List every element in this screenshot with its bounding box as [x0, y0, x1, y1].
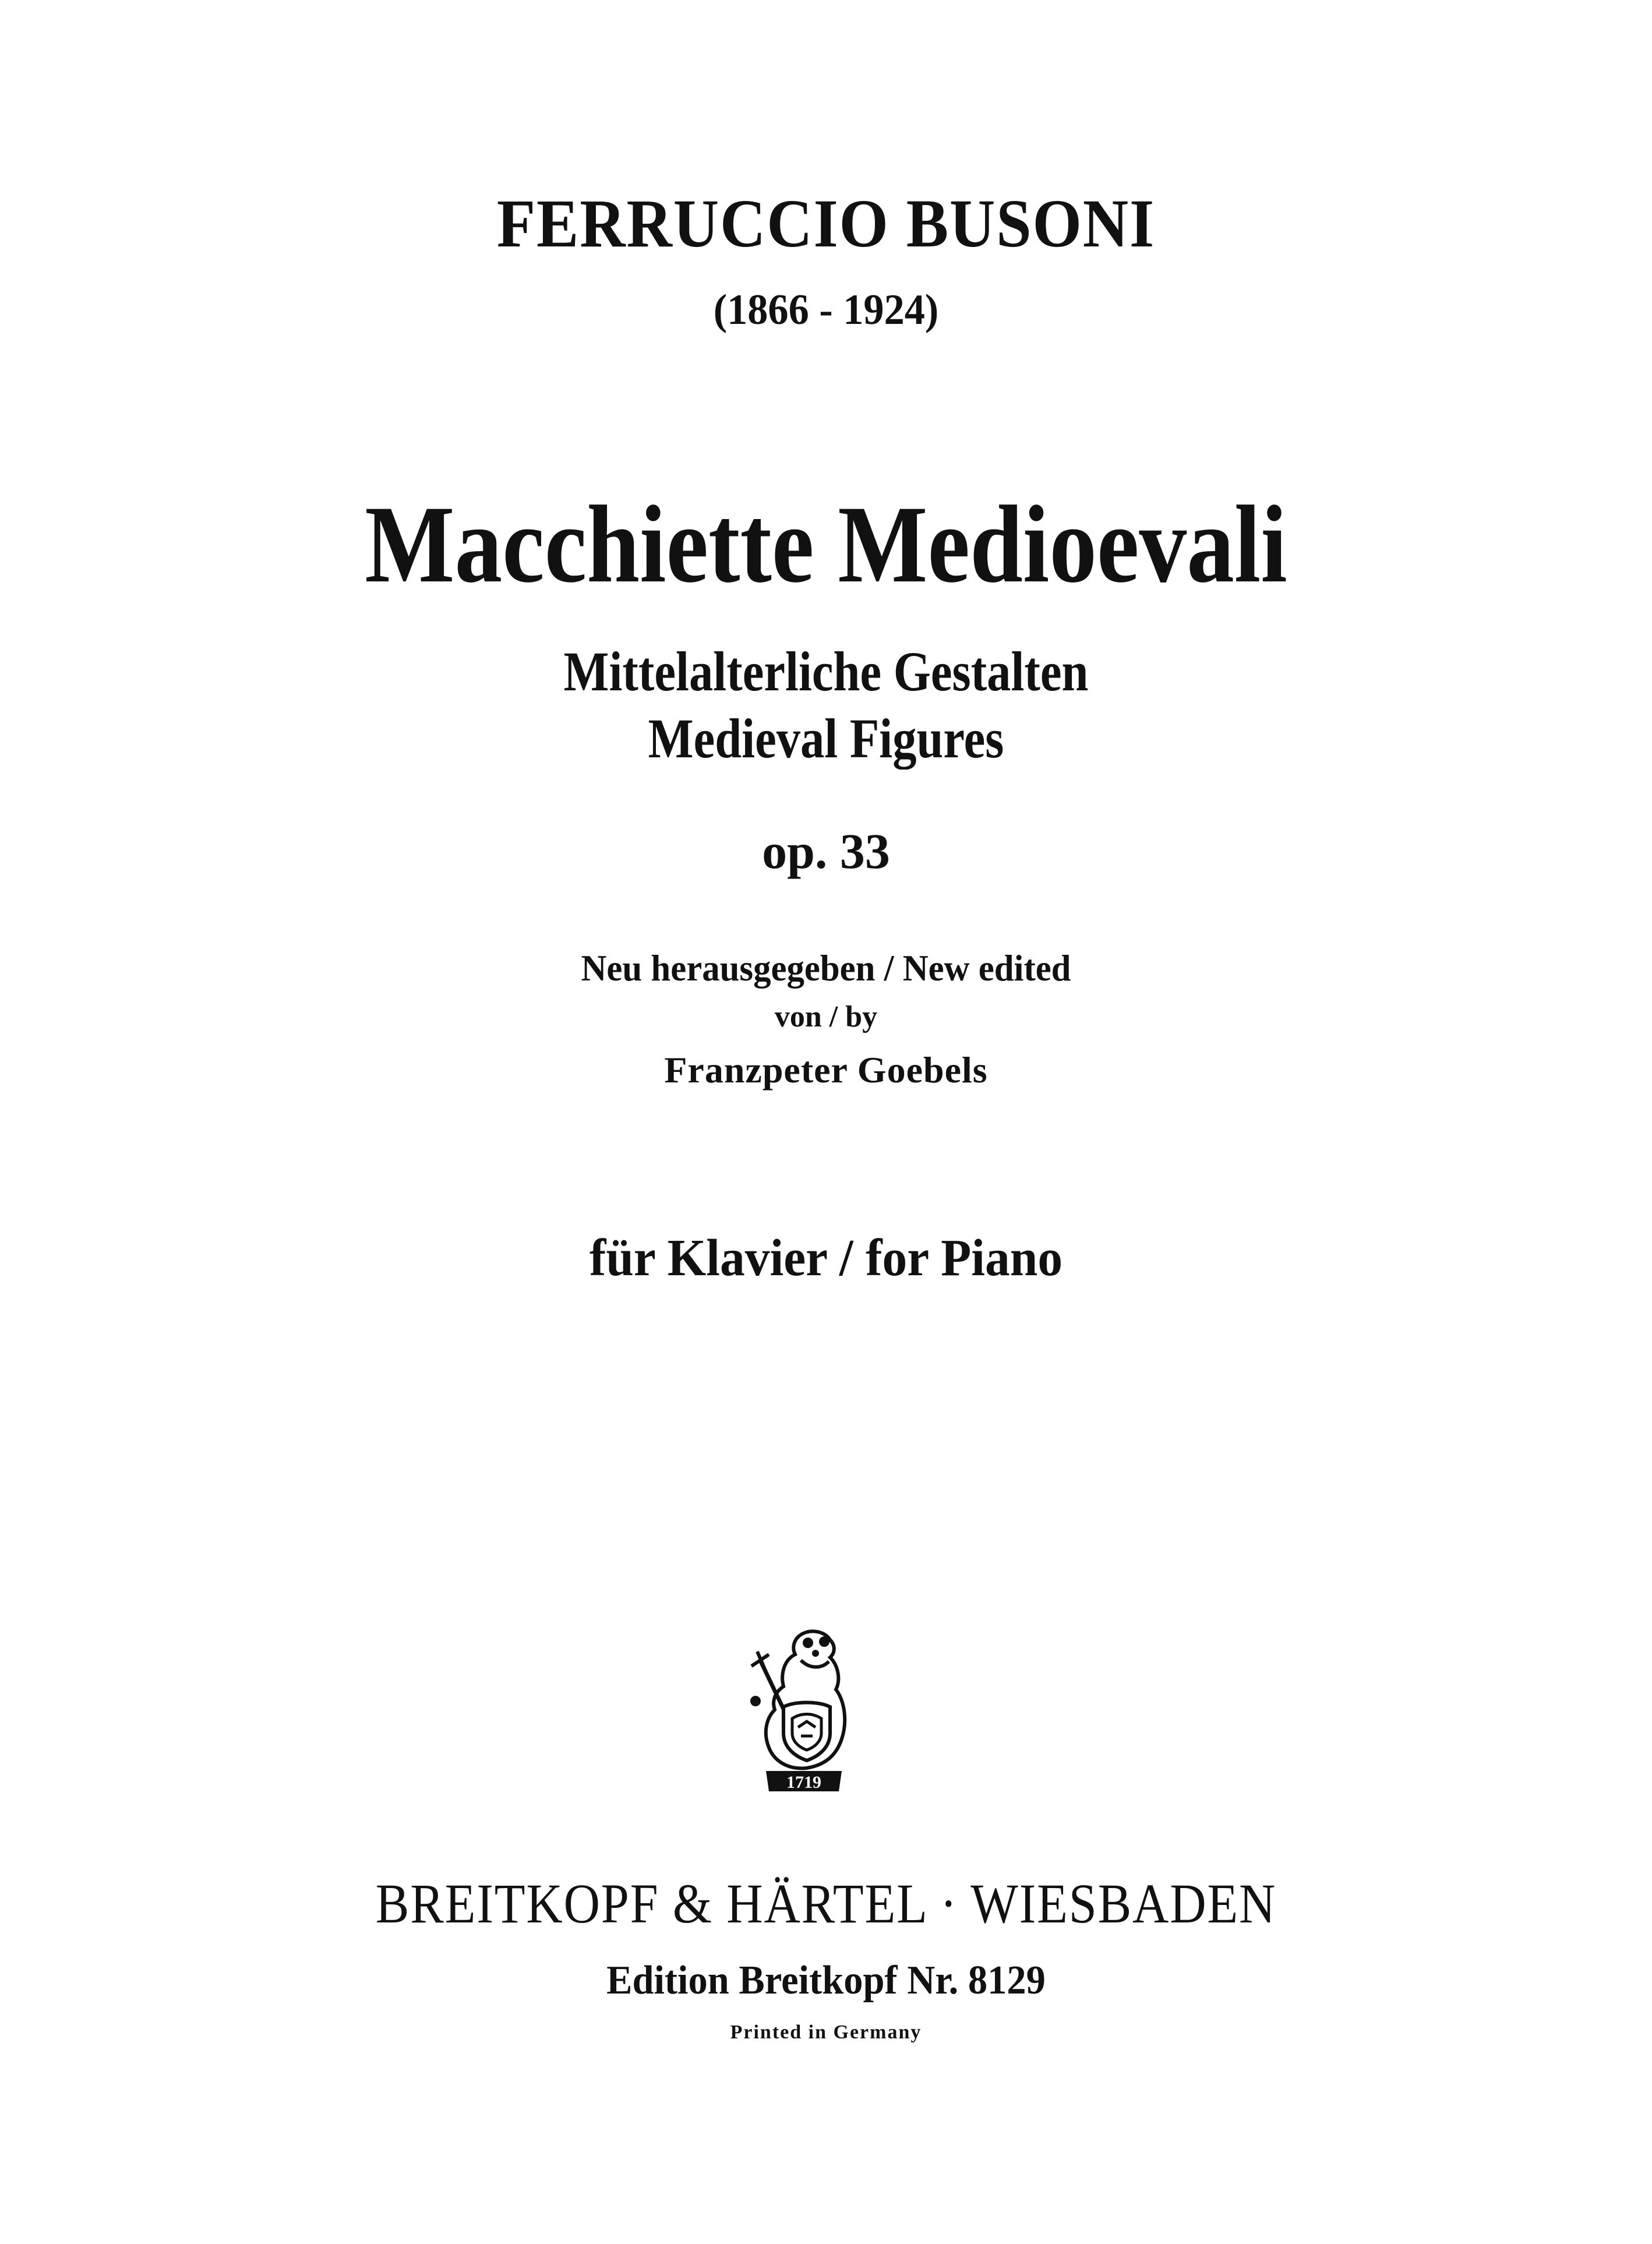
editor-name: Franzpeter Goebels: [664, 1049, 988, 1091]
publisher-emblem-icon: [743, 1625, 865, 1800]
composer-dates: (1866 - 1924): [713, 286, 939, 334]
subtitle-german: Mittelalterliche Gestalten: [563, 640, 1089, 703]
subtitle-english: Medieval Figures: [648, 707, 1004, 770]
edition-credit-by: von / by: [774, 1000, 878, 1033]
instrumentation: für Klavier / for Piano: [589, 1229, 1063, 1287]
edition-number: Edition Breitkopf Nr. 8129: [606, 1958, 1046, 2003]
publisher-name: BREITKOPF & HÄRTEL · WIESBADEN: [375, 1872, 1277, 1935]
opus-number: op. 33: [762, 823, 890, 879]
printed-in: Printed in Germany: [730, 2021, 922, 2043]
emblem-year: 1719: [786, 1773, 821, 1792]
work-title: Macchiette Medioevali: [365, 484, 1287, 606]
composer-name: FERRUCCIO BUSONI: [496, 185, 1156, 262]
edition-credit-line: Neu herausgegeben / New edited: [581, 947, 1071, 989]
